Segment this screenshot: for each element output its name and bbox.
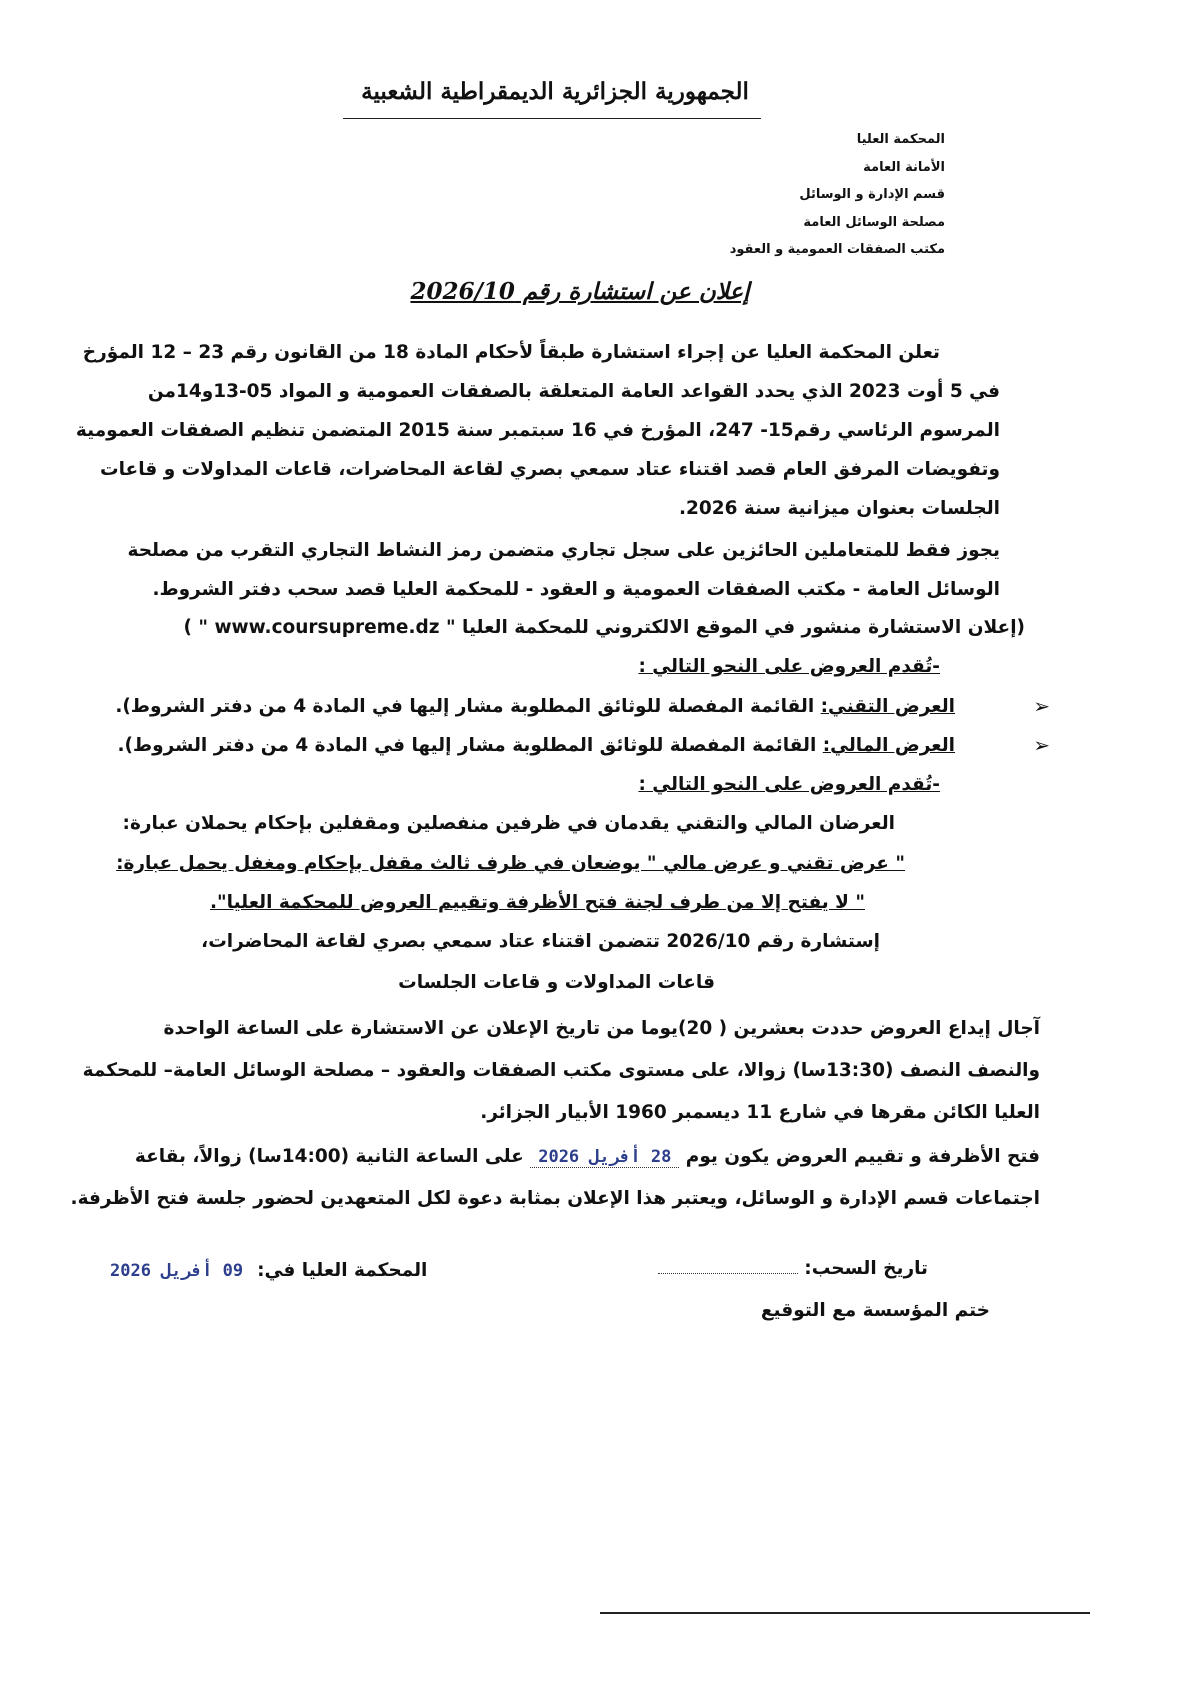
financial-offer-text: القائمة المفصلة للوثائق المطلوبة مشار إليها في المادة 4 من دفتر الشروط).: [117, 735, 823, 756]
financial-offer-item: [117, 735, 955, 756]
court-date-row: [110, 1260, 427, 1281]
text-line: يجوز فقط للمتعاملين الحائزين على سجل تجاري متضمن رمز النشاط التجاري التقرب من مصلحة: [127, 540, 1000, 561]
text-line: والنصف النصف (13:30سا) زوالا، على مستوى مكتب الصفقات والعقود – مصلحة الوسائل العامة– للمحكمة: [82, 1060, 1040, 1081]
arrow-bullet-icon: ➢: [1033, 733, 1050, 757]
text-line: قاعات المداولات و قاعات الجلسات: [398, 972, 715, 993]
technical-offer-item: [115, 696, 955, 717]
org-line: مكتب الصفقات العمومية و العقود: [729, 242, 945, 257]
text-line: وتفويضات المرفق العام قصد اقتناء عتاد سمعي بصري لقاعة المحاضرات، قاعات المداولات و قاعات: [100, 459, 1000, 480]
bottom-rule: [600, 1612, 1090, 1614]
title-underline: [343, 118, 761, 119]
court-at-label: المحكمة العليا في:: [257, 1260, 428, 1281]
org-line: قسم الإدارة و الوسائل: [799, 187, 945, 202]
offers-intro: -تُقدم العروض على النحو التالي :: [638, 656, 940, 677]
text-line: إستشارة رقم 2026/10 تتضمن اقتناء عتاد سمعي بصري لقاعة المحاضرات،: [201, 931, 880, 952]
org-block: [730, 126, 945, 264]
financial-offer-label: العرض المالي:: [822, 735, 955, 756]
opening-text-pre: فتح الأظرفة و تقييم العروض يكون يوم: [685, 1146, 1040, 1167]
arrow-bullet-icon: ➢: [1033, 694, 1050, 718]
technical-offer-label: العرض التقني:: [820, 696, 955, 717]
text-line: المرسوم الرئاسي رقم15- 247، المؤرخ في 16 سبتمبر سنة 2015 المتضمن تنظيم الصفقات العمومية: [75, 420, 1000, 441]
text-line: اجتماعات قسم الإدارة و الوسائل، ويعتبر هذا الإعلان بمثابة دعوة لكل المتعهدين لحضور جلسة فتح الأظرفة.: [70, 1188, 1040, 1209]
withdrawal-date: [658, 1258, 928, 1279]
text-line: " عرض تقني و عرض مالي " يوضعان في ظرف ثالث مقفل بإحكام ومغفل يحمل عبارة:: [116, 853, 905, 874]
text-line: في 5 أوت 2023 الذي يحدد القواعد العامة المتعلقة بالصفقات العمومية و المواد 05-13و14من: [147, 381, 1000, 402]
org-line: المحكمة العليا: [856, 132, 945, 147]
withdrawal-date-field: [658, 1259, 798, 1274]
org-line: الأمانة العامة: [863, 159, 945, 175]
text-line: " لا يفتح إلا من طرف لجنة فتح الأظرفة وتقييم العروض للمحكمة العليا".: [210, 892, 865, 913]
opening-line: [135, 1146, 1040, 1167]
offers-intro: -تُقدم العروض على النحو التالي :: [638, 774, 940, 795]
text-line: آجال إيداع العروض حددت بعشرين ( 20)يوما من تاريخ الإعلان عن الاستشارة على الساعة الواحدة: [163, 1018, 1040, 1039]
announcement-heading: إعلان عن استشارة رقم 2026/10: [410, 278, 750, 305]
website-line: (إعلان الاستشارة منشور في الموقع الالكتروني للمحكمة العليا " www.coursupreme.dz " ): [183, 617, 1025, 638]
republic-title: الجمهورية الجزائرية الديمقراطية الشعبية: [361, 78, 749, 105]
text-line: تعلن المحكمة العليا عن إجراء استشارة طبقاً لأحكام المادة 18 من القانون رقم 23 – 12 المؤرخ: [82, 342, 940, 363]
text-line: العرضان المالي والتقني يقدمان في ظرفين منفصلين ومقفلين بإحكام يحملان عبارة:: [122, 813, 895, 834]
text-line: الوسائل العامة - مكتب الصفقات العمومية و العقود - للمحكمة العليا قصد سحب دفتر الشروط.: [152, 579, 1000, 600]
technical-offer-text: القائمة المفصلة للوثائق المطلوبة مشار إليها في المادة 4 من دفتر الشروط).: [115, 696, 821, 717]
court-date-stamp: 09 أفريل 2026: [110, 1261, 244, 1281]
withdrawal-date-label: تاريخ السحب:: [804, 1258, 928, 1279]
stamp-signature-label: ختم المؤسسة مع التوقيع: [760, 1300, 990, 1321]
org-line: مصلحة الوسائل العامة: [803, 214, 945, 230]
text-line: العليا الكائن مقرها في شارع 11 ديسمبر 1960 الأبيار الجزائر.: [480, 1102, 1040, 1123]
opening-date-stamp: 28 أفريل 2026: [530, 1147, 679, 1168]
text-line: الجلسات بعنوان ميزانية سنة 2026.: [678, 498, 1000, 519]
opening-text-post: على الساعة الثانية (14:00سا) زوالاً، بقاعة: [134, 1146, 524, 1167]
